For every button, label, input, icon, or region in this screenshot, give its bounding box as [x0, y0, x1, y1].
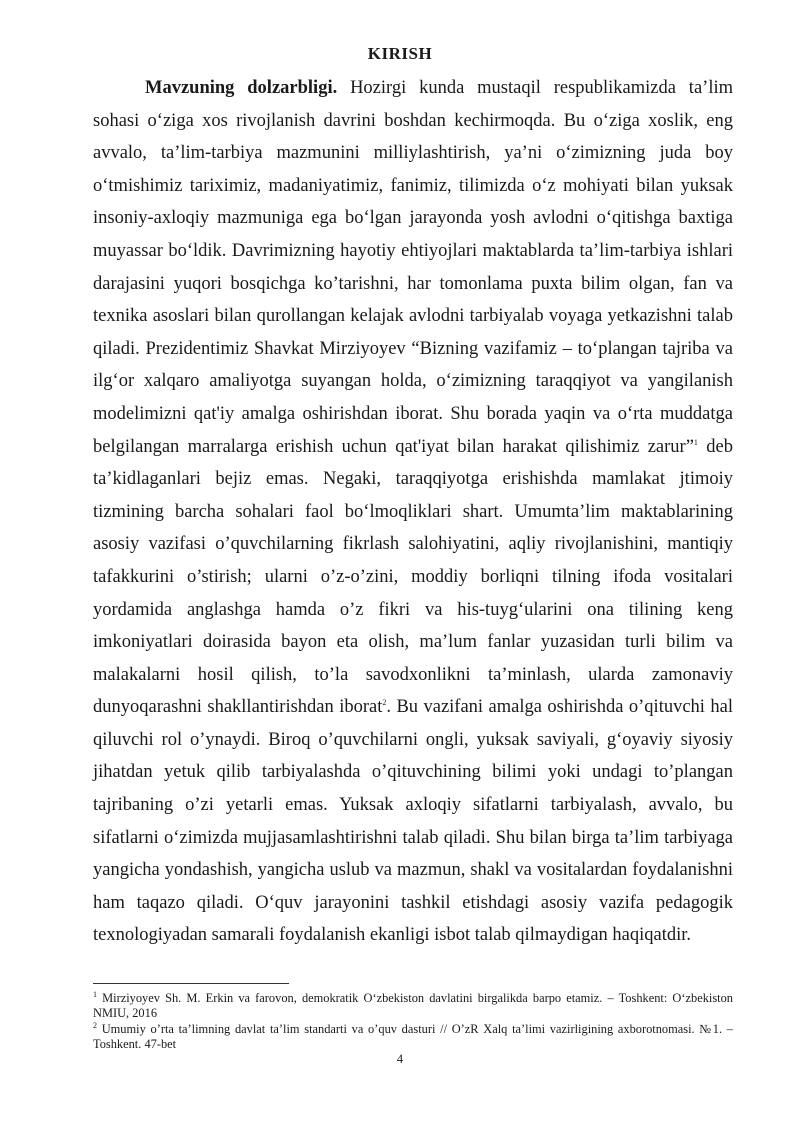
footnote-1: [93, 991, 733, 1020]
footnote-mark-2: 2: [93, 1021, 97, 1031]
footnotes: [93, 991, 733, 1053]
paragraph-text: [93, 72, 733, 952]
text-run-1: Hozirgi kunda mustaqil respublikamizda ta’lim sohasi o‘ziga xos rivojlanish davrini boshdan kechirmoqda. Bu o‘ziga xoslik, eng avvalo, ta’lim-tarbiya mazmunini milliylashtirish, ya’ni o‘zimizning juda boy o‘tmishimiz tariximiz, madaniyatimiz, fanimiz, tilimizda o‘z mohiyati bilan yuksak insoniy-axloqiy mazmuniga ega bo‘lgan jarayonda yosh avlodni o‘qitishga baxtiga muyassar bo‘ldik. Davrimizning hayotiy ehtiyojlari maktablarda ta’lim-tarbiya ishlari darajasini yuqori bosqichga ko’tarishni, har tomonlama puxta bilim olgan, fan va texnika asoslari bilan qurollangan kelajak avlodni tarbiyalab voyaga yetkazishni talab qiladi. Prezidentimiz Shavkat Mirziyoyev “Bizning vazifamiz – to‘plangan tajriba va ilg‘or xalqaro amaliyotga suyangan holda, o‘zimizning taraqqiyot va yangilanish modelimizni qat'iy amalga oshirishdan iborat. Shu borada yaqin va o‘rta muddatga belgilangan marralarga erishish uchun qat'iyat bilan harakat qilishimiz zarur”: [93, 78, 733, 457]
footnote-mark-1: 1: [93, 989, 97, 999]
page-number: 4: [396, 1052, 404, 1066]
footnote-ref-2[interactable]: 2: [382, 698, 387, 708]
text-run-2: deb ta’kidlaganlari bejiz emas. Negaki, taraqqiyotga erishishda mamlakat jtimoiy tizmining barcha sohalari faol bo‘lmoqliklari shart. Umumta’lim maktablarining asosiy vazifasi o’quvchilarning fikrlash salohiyatini, aqliy rivojlanishini, mantiqiy tafakkurini o’stirish; ularni o’z-o’zini, moddiy borliqni tilning ifoda vositalari yordamida anglashga hamda o’z fikri va his-tuyg‘ularini ona tilining keng imkoniyatlari doirasida bayon eta olish, ma’lum fanlar yuzasidan turli bilim va malakalarni hosil qilish, to’la savodxonlikni ta’minlash, ularda zamonaviy dunyoqarashni shakllantirishdan iborat: [93, 436, 733, 718]
footnote-ref-1[interactable]: 1: [693, 437, 698, 447]
footnote-separator: [93, 983, 289, 984]
page-title: KIRISH: [367, 44, 433, 63]
body-paragraph: [93, 72, 733, 952]
footnote-2: [93, 1022, 733, 1051]
footnote-text-1: Mirziyoyev Sh. M. Erkin va farovon, demokratik O‘zbekiston davlatini birgalikda barpo etamiz. – Toshkent: O‘zbekiston NMIU, 2016: [93, 991, 733, 1020]
text-run-3: . Bu vazifani amalga oshirishda o’qituvchi hal qiluvchi rol o’ynaydi. Biroq o’quvchilarni ongli, yuksak saviyali, g‘oyaviy siyosiy jihatdan yetuk qilib tarbiyalashda o’qituvchining bilimi yoki undagi to’plangan tajribaning o’zi yetarli emas. Yuksak axloqiy sifatlarni tarbiyalash, avvalo, bu sifatlarni o‘zimizda mujjasamlashtirishni talab qiladi. Shu bilan birga ta’lim tarbiyaga yangicha yondashish, yangicha uslub va mazmun, shakl va vositalardan foydalanishni ham taqazo qiladi. O‘quv jarayonini tashkil etishdagi asosiy vazifa pedagogik texnologiyadan samarali foydalanish ekanligi isbot talab qilmaydigan haqiqatdir.: [93, 697, 733, 946]
lead-heading: Mavzuning dolzarbligi.: [145, 78, 338, 98]
footnote-text-2: Umumiy o’rta ta’limning davlat ta’lim standarti va o’quv dasturi // O’zR Xalq ta’limi vazirligining axborotnomasi. №1. – Toshkent. 47-bet: [93, 1022, 733, 1051]
